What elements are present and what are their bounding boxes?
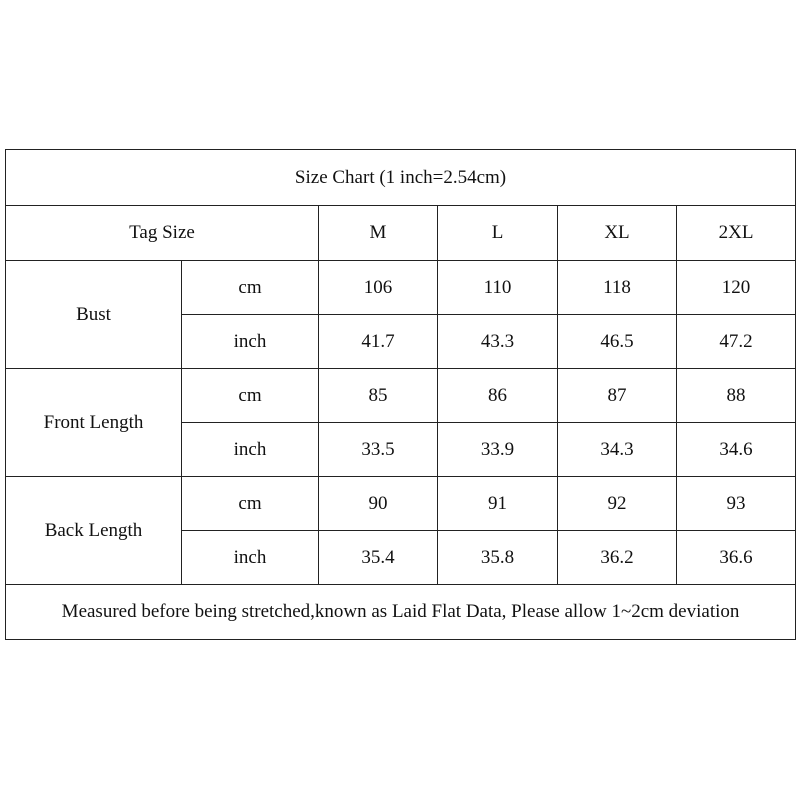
table-cell: 88 <box>677 369 796 423</box>
table-cell: 91 <box>438 477 558 531</box>
table-cell: 106 <box>319 261 438 315</box>
front-length-cm-row <box>6 369 796 423</box>
tag-size-label: Tag Size <box>6 206 319 261</box>
table-cell: 36.6 <box>677 531 796 585</box>
unit-label: inch <box>182 531 319 585</box>
table-cell: 36.2 <box>558 531 677 585</box>
table-cell: 118 <box>558 261 677 315</box>
back-length-cm-row <box>6 477 796 531</box>
measure-label-bust: Bust <box>6 261 182 369</box>
table-cell: 35.8 <box>438 531 558 585</box>
size-header-l: L <box>438 206 558 261</box>
measure-label-back-length: Back Length <box>6 477 182 585</box>
table-cell: 120 <box>677 261 796 315</box>
unit-label: inch <box>182 423 319 477</box>
table-cell: 87 <box>558 369 677 423</box>
table-cell: 33.5 <box>319 423 438 477</box>
table-cell: 33.9 <box>438 423 558 477</box>
table-cell: 85 <box>319 369 438 423</box>
header-row <box>6 206 796 261</box>
measure-label-front-length: Front Length <box>6 369 182 477</box>
unit-label: cm <box>182 261 319 315</box>
note-row <box>6 585 796 640</box>
table-cell: 47.2 <box>677 315 796 369</box>
bust-cm-row <box>6 261 796 315</box>
chart-title: Size Chart (1 inch=2.54cm) <box>6 150 796 206</box>
table-cell: 41.7 <box>319 315 438 369</box>
unit-label: cm <box>182 477 319 531</box>
size-header-m: M <box>319 206 438 261</box>
size-chart-table <box>5 149 796 640</box>
table-cell: 35.4 <box>319 531 438 585</box>
table-cell: 34.6 <box>677 423 796 477</box>
table-cell: 93 <box>677 477 796 531</box>
unit-label: inch <box>182 315 319 369</box>
table-cell: 90 <box>319 477 438 531</box>
size-header-2xl: 2XL <box>677 206 796 261</box>
size-header-xl: XL <box>558 206 677 261</box>
table-cell: 46.5 <box>558 315 677 369</box>
table-cell: 43.3 <box>438 315 558 369</box>
title-row <box>6 150 796 206</box>
table-cell: 34.3 <box>558 423 677 477</box>
table-cell: 86 <box>438 369 558 423</box>
table-cell: 110 <box>438 261 558 315</box>
table-cell: 92 <box>558 477 677 531</box>
footnote: Measured before being stretched,known as Laid Flat Data, Please allow 1~2cm deviation <box>6 585 796 640</box>
unit-label: cm <box>182 369 319 423</box>
